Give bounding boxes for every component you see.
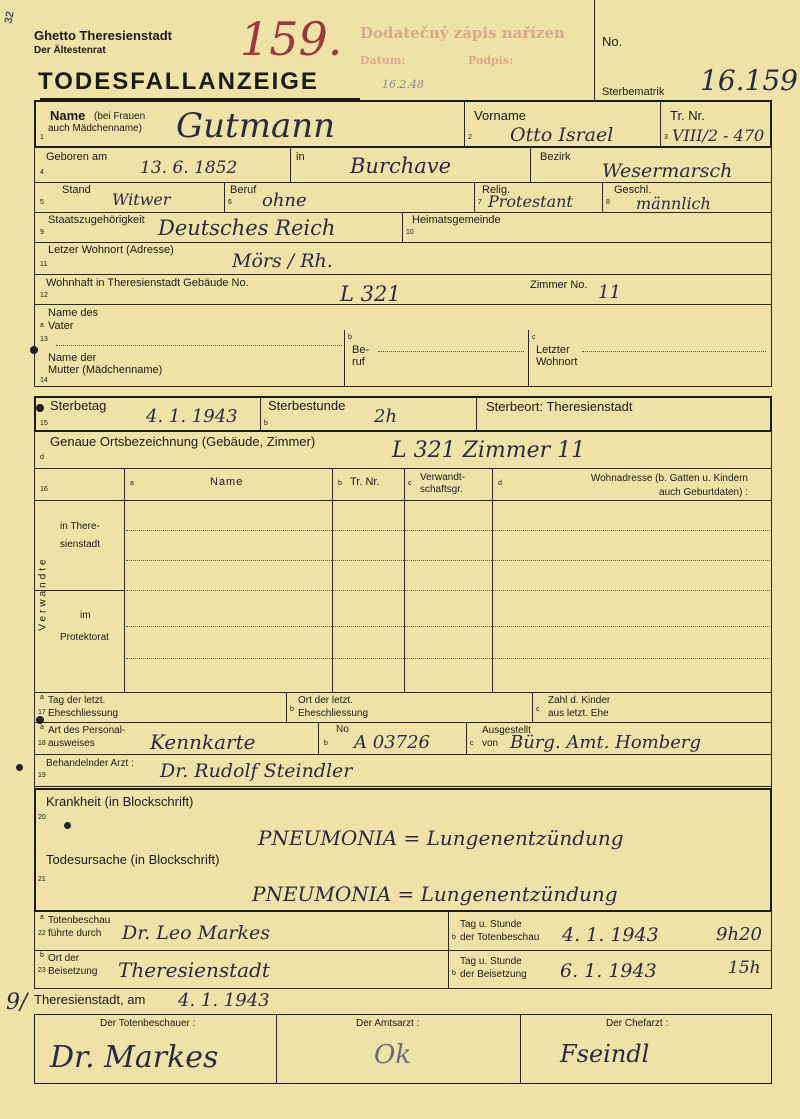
letzter-value: Mörs / Rh. (232, 250, 333, 272)
vater-label: Name des Vater (48, 307, 99, 332)
form-title: TODESFALLANZEIGE (38, 68, 319, 95)
staats-value: Deutsches Reich (158, 216, 336, 240)
trnr-label: Tr. Nr. (670, 108, 705, 123)
id-ausg-label: Ausgestellt von (482, 725, 531, 749)
name-box (34, 100, 772, 148)
sig1-label: Der Totenbeschauer : (100, 1018, 196, 1029)
rel-im: im (80, 610, 91, 621)
zimmer-value: 11 (598, 282, 621, 303)
bezirk-label: Bezirk (540, 151, 571, 163)
name-value: Gutmann (176, 106, 336, 146)
name-label: Name (50, 108, 86, 123)
sig3-label: Der Chefarzt : (606, 1018, 669, 1029)
punch-hole (16, 764, 23, 771)
sterbetag-label: Sterbetag (50, 398, 107, 413)
rel-protektorat: Protektorat (60, 632, 109, 643)
rel-name-col: Name (210, 476, 244, 488)
wohnhaft-value: L 321 (340, 282, 401, 306)
punch-hole (36, 716, 44, 724)
sig3-value: Fseindl (560, 1040, 650, 1068)
rel-trnr-col: Tr. Nr. (350, 476, 380, 488)
sterbetag-value: 4. 1. 1943 (146, 406, 238, 427)
margin-note: 9/ (6, 990, 28, 1015)
beruf-value: ohne (262, 190, 307, 211)
arzt-value: Dr. Rudolf Steindler (160, 760, 353, 782)
wohnhaft-label: Wohnhaft in Theresienstadt Gebäude No. (46, 277, 249, 289)
org-line-2: Der Ältestenrat (34, 45, 106, 56)
geboren-label: Geboren am (46, 151, 108, 163)
place-value: 4. 1. 1943 (178, 990, 270, 1011)
rel-in-there: in There- sienstadt (60, 521, 101, 550)
stand-label: Stand (62, 184, 91, 196)
ort-beis-label: Ort der Beisetzung (48, 953, 98, 977)
trnr-value: VIII/2 - 470 (672, 126, 765, 145)
geschl-value: männlich (636, 194, 711, 213)
sterbematrik-label: Sterbematrik (602, 86, 665, 98)
rel-side-label: Verwandte (37, 556, 49, 631)
ursache-label: Todesursache (in Blockschrift) (46, 852, 220, 867)
id-no-label: No (336, 724, 349, 735)
big-number: 159. (240, 12, 343, 66)
geboren-value: 13. 6. 1852 (140, 158, 238, 178)
stamp-line-1: Dodatečný zápis nařízen (360, 24, 565, 42)
tag-beis-label: Tag u. Stunde der Beisetzung (460, 956, 527, 980)
marriage-kinder-label: Zahl d. Kinder aus letzt. Ehe (548, 695, 611, 719)
beruf2-label: Be- ruf (352, 344, 370, 368)
corner-mark: 32 (2, 10, 17, 25)
sig2-label: Der Amtsarzt : (356, 1018, 420, 1029)
relig-value: Protestant (488, 192, 573, 211)
sterbematrik-value: 16.159 (700, 64, 798, 97)
sterbetag-box (34, 396, 772, 432)
marriage-ort-label: Ort der letzt. Eheschliessung (298, 695, 369, 719)
pencil-note: 16.2.48 (382, 78, 424, 91)
ortsbez-value: L 321 Zimmer 11 (392, 438, 586, 463)
rel-verw-col: Verwandt- schaftsgr. (420, 472, 466, 495)
sig2-value: Ok (374, 1040, 412, 1070)
staats-label: Staatszugehörigkeit (48, 214, 145, 226)
mutter-label: Name der Mutter (Mädchenname) (48, 352, 163, 376)
tag-beis-time: 15h (728, 958, 761, 978)
letzter2-label: Letzter Wohnort (536, 344, 578, 368)
punch-hole (36, 404, 44, 412)
stamp-datum: Datum: (360, 54, 406, 67)
id-ausg-value: Bürg. Amt. Homberg (510, 732, 702, 753)
vorname-label: Vorname (474, 108, 527, 123)
beschau-label: Totenbeschau führte durch (48, 915, 111, 939)
ort-beis-value: Theresienstadt (118, 958, 270, 982)
arzt-label: Behandelnder Arzt : (46, 758, 134, 769)
ortsbez-label: Genaue Ortsbezeichnung (Gebäude, Zimmer) (50, 434, 316, 449)
ursache-value: PNEUMONIA = Lungenentzündung (252, 882, 618, 906)
tag-beschau-value: 4. 1. 1943 (562, 924, 659, 946)
zimmer-label: Zimmer No. (530, 279, 588, 291)
relig-label: Relig. (482, 184, 511, 196)
krankheit-value: PNEUMONIA = Lungenentzündung (258, 826, 624, 850)
id-no-value: A 03726 (354, 732, 430, 753)
stamp-podpis: Podpis: (468, 54, 514, 67)
tag-beis-value: 6. 1. 1943 (560, 960, 657, 982)
sig1-value: Dr. Markes (50, 1040, 219, 1075)
stand-value: Witwer (112, 190, 171, 209)
header-divider (594, 0, 595, 100)
tag-beschau-label: Tag u. Stunde der Totenbeschau (460, 919, 540, 943)
id-art-label: Art des Personal- ausweises (48, 725, 126, 749)
sterbeort-label: Sterbeort: Theresienstadt (486, 399, 633, 414)
org-line-1: Ghetto Theresienstadt (34, 28, 172, 43)
vorname-value: Otto Israel (510, 124, 614, 146)
sterbestunde-label: Sterbestunde (268, 398, 346, 413)
no-label: No. (602, 34, 623, 49)
bezirk-value: Wesermarsch (602, 160, 733, 182)
marriage-tag-label: Tag der letzt. Eheschliessung (48, 695, 119, 719)
rel-wohn-col: Wohnadresse (b. Gatten u. Kindern auch Geburtdaten) : (590, 473, 748, 498)
in-value: Burchave (350, 154, 452, 178)
punch-hole (64, 822, 71, 829)
in-label: in (296, 151, 305, 163)
krankheit-label: Krankheit (in Blockschrift) (46, 794, 194, 809)
tag-beschau-time: 9h20 (716, 924, 762, 945)
beruf-label: Beruf (230, 184, 257, 196)
beschau-value: Dr. Leo Markes (122, 922, 271, 944)
punch-hole (30, 346, 38, 354)
place-label: Theresienstadt, am (34, 992, 146, 1007)
id-art-value: Kennkarte (150, 730, 256, 754)
letzter-label: Letzer Wohnort (Adresse) (48, 244, 174, 256)
geschl-label: Geschl. (614, 184, 652, 196)
sterbestunde-value: 2h (374, 406, 398, 427)
heimat-label: Heimatsgemeinde (412, 214, 501, 226)
